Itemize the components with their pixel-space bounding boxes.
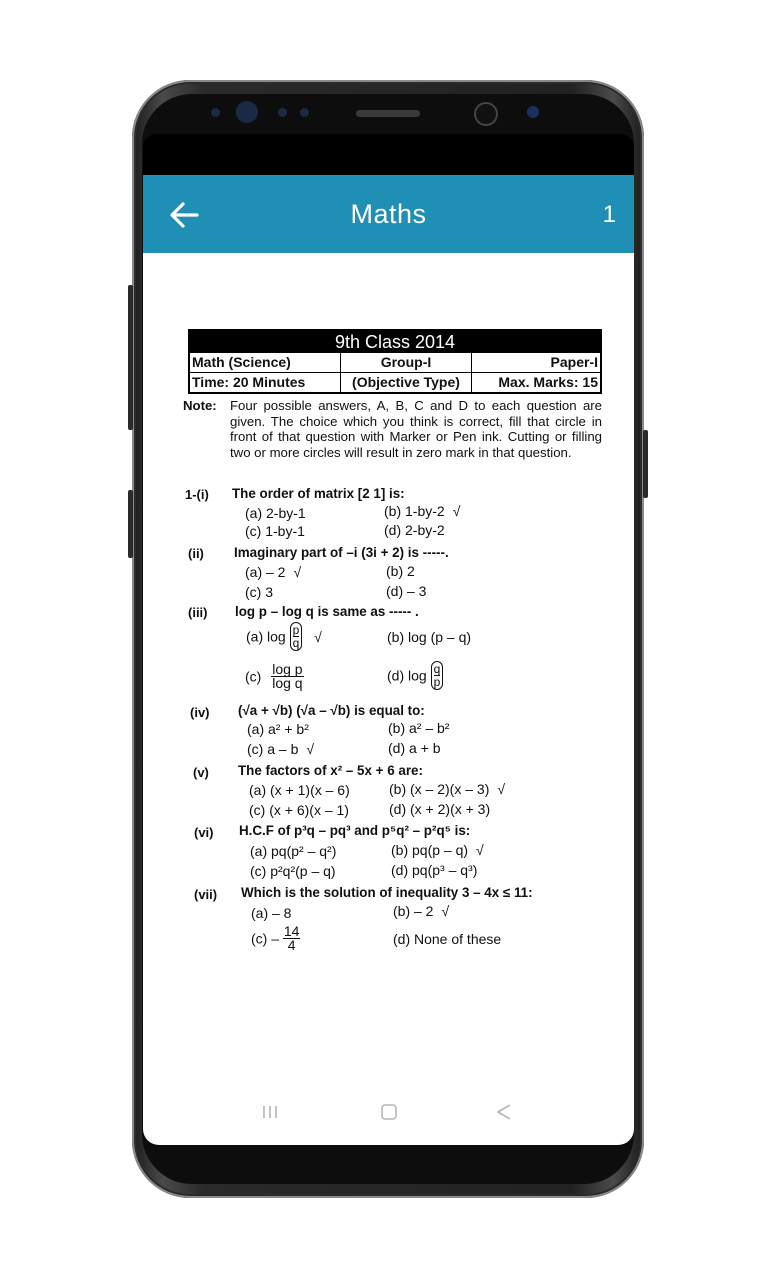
option-a: (a) pq(p² – q²) [250,843,337,859]
tick-mark: √ [306,741,315,757]
option-d: (d) 2-by-2 [384,522,445,538]
question-stem: Imaginary part of –i (3i + 2) is -----. [234,545,449,560]
question-stem: The order of matrix [2 1] is: [232,486,405,501]
group-cell: Group-I [341,353,472,372]
option-a: (a) 2-by-1 [245,505,306,521]
tick-mark: √ [314,628,322,645]
back-nav-icon[interactable] [495,1103,513,1127]
header-row [190,373,600,392]
page-number: 1 [602,201,616,228]
question-stem: log p – log q is same as ----- . [235,604,419,619]
iris-camera [236,101,258,123]
question-number: (ii) [188,546,204,561]
note-label: Note: [183,398,217,413]
screen [143,175,634,1145]
paper-cell: Paper-I [550,354,598,370]
option-c: (c) a – b √ [247,741,315,757]
option-b: (b) a² – b² [388,720,450,736]
flash-sensor [527,106,539,118]
question-stem: H.C.F of p³q – pq³ and p⁵q² – p²q⁵ is: [239,823,471,838]
question-stem: (√a + √b) (√a – √b) is equal to: [238,703,425,718]
app-bar [143,175,634,253]
option-d: (d) None of these [393,931,502,947]
question-number: (vi) [194,825,214,840]
status-bar [143,134,634,176]
option-d: (d) – 3 [386,583,427,599]
recents-icon[interactable] [261,1103,279,1127]
option-a: (a) (x + 1)(x – 6) [249,782,350,798]
option-c: (c) (x + 6)(x – 1) [249,802,349,818]
option-d: (d) pq(p³ – q³) [391,862,478,878]
app-title: Maths [350,199,427,229]
tick-mark: √ [441,903,450,919]
option-c: (c) p²q²(p – q) [250,863,336,879]
option-d: (d) a + b [388,740,441,756]
option-b: (b) – 2 √ [393,903,450,919]
sensor-dot [300,108,309,117]
exam-title: 9th Class 2014 [190,331,600,353]
option-a: (a) log $\frac{p}{q}$ √ [246,623,322,650]
system-nav-bar [143,1093,634,1133]
question-stem: The factors of x² – 5x + 6 are: [238,763,423,778]
time-cell: Time: 20 Minutes [190,373,341,392]
sensor-dot [278,108,287,117]
option-c: (c) 1-by-1 [245,523,305,539]
sensor-dot [211,108,220,117]
exam-header [188,329,602,394]
marks-cell: Max. Marks: 15 [498,374,598,390]
option-b: (b) 1-by-2 √ [384,503,461,519]
option-a: (a) – 8 [251,905,292,921]
question-number: (iv) [190,705,210,720]
option-a: (a) a² + b² [247,721,309,737]
tick-mark: √ [452,503,461,519]
fraction-p-over-q: $\frac{p}{q}$ [290,622,303,651]
subject-cell: Math (Science) [190,353,341,372]
fraction-fourteen-fourths: $\frac{14}{4}$ [283,923,300,953]
exam-page [143,253,634,1113]
option-d: (d) log $\frac{q}{p}$ [387,661,443,690]
fraction-log: $\frac{\text{log p}}{\text{log q}}$ [272,661,303,691]
option-d: (d) (x + 2)(x + 3) [389,801,491,817]
question-number: (vii) [194,887,218,902]
question-stem: Which is the solution of inequality 3 – 4x ≤ 11: [241,885,533,900]
tick-mark: √ [293,564,302,580]
option-b: (b) 2 [386,563,415,579]
question-number: (v) [193,765,209,780]
volume-button [128,285,133,430]
option-c: (c) $\frac{\text{log p}}{\text{log q}}$ [245,661,303,691]
question-number: (iii) [188,605,208,620]
bixby-button [128,490,133,558]
note-text: Four possible answers, A, B, C and D to each question are given. The choice which you think is correct, fill that circle in front of that question with Marker or Pen ink. Cutting or filling two or more circles will result in zero mark in that question. [230,398,602,460]
option-b: (b) log (p – q) [387,629,472,645]
option-b: (b) pq(p – q) √ [391,842,484,858]
question-number: 1-(i) [185,487,209,502]
earpiece [356,110,420,117]
option-a: (a) – 2 √ [245,564,302,580]
type-cell: (Objective Type) [341,373,472,392]
fraction-q-over-p: $\frac{q}{p}$ [431,661,444,690]
home-icon[interactable] [380,1103,398,1127]
tick-mark: √ [497,781,506,797]
power-button [643,430,648,498]
option-c: (c) – $\frac{14}{4}$ [251,923,300,953]
tick-mark: √ [476,842,484,858]
front-camera [474,102,498,126]
header-row [190,353,600,373]
option-c: (c) 3 [245,584,273,600]
option-b: (b) (x – 2)(x – 3) √ [389,781,506,797]
